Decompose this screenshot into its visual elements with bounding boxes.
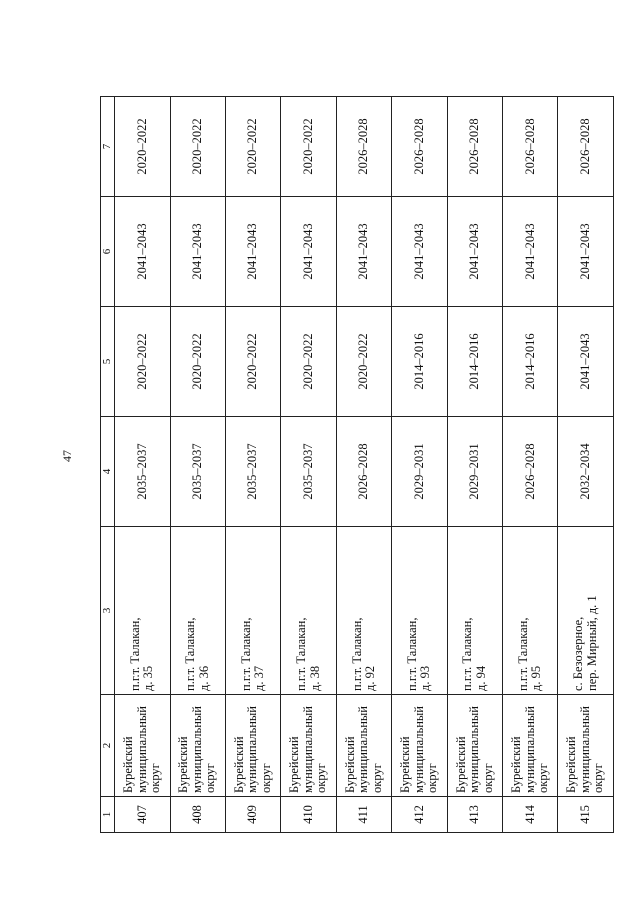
period-cell-7: 2026–2028 (392, 97, 447, 197)
address-cell-line: д. 38 (307, 665, 322, 691)
table-row (225, 97, 280, 833)
period-cell-4: 2029–2031 (447, 417, 502, 527)
district-cell-line: округ (314, 763, 329, 793)
period-cell-4: 2026–2028 (336, 417, 391, 527)
period-cell-7: 2026–2028 (558, 97, 614, 197)
document-table-frame (100, 97, 614, 833)
period-cell-4: 2035–2037 (281, 417, 336, 527)
row-number-cell: 411 (336, 797, 391, 833)
address-cell (336, 527, 391, 695)
period-cell-5: 2020–2022 (115, 307, 170, 417)
period-cell-4: 2035–2037 (170, 417, 225, 527)
district-cell (115, 695, 170, 797)
district-cell (503, 695, 558, 797)
district-cell (392, 695, 447, 797)
address-cell-line: п.г.т. Талакан, (349, 617, 364, 691)
row-number-cell: 414 (503, 797, 558, 833)
address-cell-line: п.г.т. Талакан, (127, 617, 142, 691)
row-number-cell: 407 (115, 797, 170, 833)
column-number: 3 (101, 527, 115, 695)
row-number-cell: 410 (281, 797, 336, 833)
table-row (281, 97, 336, 833)
district-cell-line: муниципальный (300, 706, 315, 793)
address-cell-line: пер. Мирный, д. 1 (584, 595, 599, 691)
column-number: 2 (101, 695, 115, 797)
district-cell-line: округ (203, 763, 218, 793)
district-cell-line: муниципальный (411, 706, 426, 793)
address-cell-line: п.г.т. Талакан, (238, 617, 253, 691)
period-cell-6: 2041–2043 (503, 197, 558, 307)
housing-schedule-table (100, 96, 614, 833)
column-number: 4 (101, 417, 115, 527)
table-row (392, 97, 447, 833)
district-cell-line: Бурейский (176, 736, 191, 793)
period-cell-5: 2014–2016 (447, 307, 502, 417)
table-row (558, 97, 614, 833)
row-number-cell: 412 (392, 797, 447, 833)
period-cell-6: 2041–2043 (336, 197, 391, 307)
district-cell (225, 695, 280, 797)
district-cell-line: муниципальный (577, 706, 592, 793)
district-cell-line: округ (536, 763, 551, 793)
period-cell-7: 2026–2028 (503, 97, 558, 197)
period-cell-4: 2032–2034 (558, 417, 614, 527)
period-cell-6: 2041–2043 (392, 197, 447, 307)
period-cell-7: 2026–2028 (336, 97, 391, 197)
address-cell (558, 527, 614, 695)
table-row (170, 97, 225, 833)
period-cell-5: 2020–2022 (170, 307, 225, 417)
row-number-cell: 408 (170, 797, 225, 833)
district-cell-line: Бурейский (509, 736, 524, 793)
column-number: 7 (101, 97, 115, 197)
table-row (503, 97, 558, 833)
district-cell-line: округ (591, 763, 606, 793)
period-cell-6: 2041–2043 (225, 197, 280, 307)
district-cell-line: округ (258, 763, 273, 793)
district-cell-line: округ (148, 763, 163, 793)
address-cell-line: д. 37 (252, 665, 267, 691)
row-number-cell: 415 (558, 797, 614, 833)
district-cell-line: Бурейский (342, 736, 357, 793)
district-cell-line: муниципальный (134, 706, 149, 793)
period-cell-6: 2041–2043 (115, 197, 170, 307)
table-row (115, 97, 170, 833)
address-cell-line: с. Безозерное, (571, 616, 586, 691)
period-cell-4: 2035–2037 (115, 417, 170, 527)
address-cell-line: п.г.т. Талакан, (294, 617, 309, 691)
district-cell-line: Бурейский (287, 736, 302, 793)
row-number-cell: 413 (447, 797, 502, 833)
district-cell-line: муниципальный (467, 706, 482, 793)
address-cell (281, 527, 336, 695)
table-row (447, 97, 502, 833)
column-number: 1 (101, 797, 115, 833)
district-cell-line: Бурейский (564, 736, 579, 793)
district-cell-line: муниципальный (189, 706, 204, 793)
table-row (336, 97, 391, 833)
district-cell (336, 695, 391, 797)
page-number: 47 (60, 450, 74, 462)
period-cell-4: 2026–2028 (503, 417, 558, 527)
address-cell-line: п.г.т. Талакан, (183, 617, 198, 691)
address-cell-line: п.г.т. Талакан, (460, 617, 475, 691)
period-cell-6: 2041–2043 (558, 197, 614, 307)
district-cell-line: Бурейский (398, 736, 413, 793)
district-cell-line: муниципальный (356, 706, 371, 793)
district-cell-line: муниципальный (245, 706, 260, 793)
column-number: 6 (101, 197, 115, 307)
district-cell-line: Бурейский (453, 736, 468, 793)
address-cell-line: д. 93 (418, 665, 433, 691)
district-cell-line: муниципальный (522, 706, 537, 793)
period-cell-7: 2020–2022 (115, 97, 170, 197)
period-cell-7: 2020–2022 (170, 97, 225, 197)
period-cell-5: 2020–2022 (336, 307, 391, 417)
column-number-row (101, 97, 115, 833)
address-cell-line: д. 95 (529, 665, 544, 691)
period-cell-5: 2014–2016 (503, 307, 558, 417)
district-cell-line: округ (369, 763, 384, 793)
period-cell-7: 2020–2022 (225, 97, 280, 197)
address-cell (115, 527, 170, 695)
period-cell-4: 2029–2031 (392, 417, 447, 527)
period-cell-7: 2020–2022 (281, 97, 336, 197)
period-cell-5: 2020–2022 (281, 307, 336, 417)
period-cell-7: 2026–2028 (447, 97, 502, 197)
address-cell-line: д. 36 (196, 665, 211, 691)
address-cell (447, 527, 502, 695)
district-cell (558, 695, 614, 797)
district-cell (170, 695, 225, 797)
address-cell (170, 527, 225, 695)
address-cell (503, 527, 558, 695)
period-cell-6: 2041–2043 (447, 197, 502, 307)
district-cell-line: округ (425, 763, 440, 793)
district-cell-line: округ (480, 763, 495, 793)
address-cell-line: д. 35 (141, 665, 156, 691)
address-cell-line: п.г.т. Талакан, (515, 617, 530, 691)
row-number-cell: 409 (225, 797, 280, 833)
period-cell-5: 2041–2043 (558, 307, 614, 417)
address-cell-line: п.г.т. Талакан, (404, 617, 419, 691)
address-cell-line: д. 94 (473, 665, 488, 691)
district-cell-line: Бурейский (231, 736, 246, 793)
district-cell (447, 695, 502, 797)
address-cell (225, 527, 280, 695)
period-cell-6: 2041–2043 (170, 197, 225, 307)
district-cell (281, 695, 336, 797)
district-cell-line: Бурейский (121, 736, 136, 793)
table-body (101, 97, 614, 833)
period-cell-5: 2020–2022 (225, 307, 280, 417)
period-cell-4: 2035–2037 (225, 417, 280, 527)
period-cell-6: 2041–2043 (281, 197, 336, 307)
address-cell-line: д. 92 (363, 665, 377, 691)
address-cell (392, 527, 447, 695)
column-number: 5 (101, 307, 115, 417)
period-cell-5: 2014–2016 (392, 307, 447, 417)
